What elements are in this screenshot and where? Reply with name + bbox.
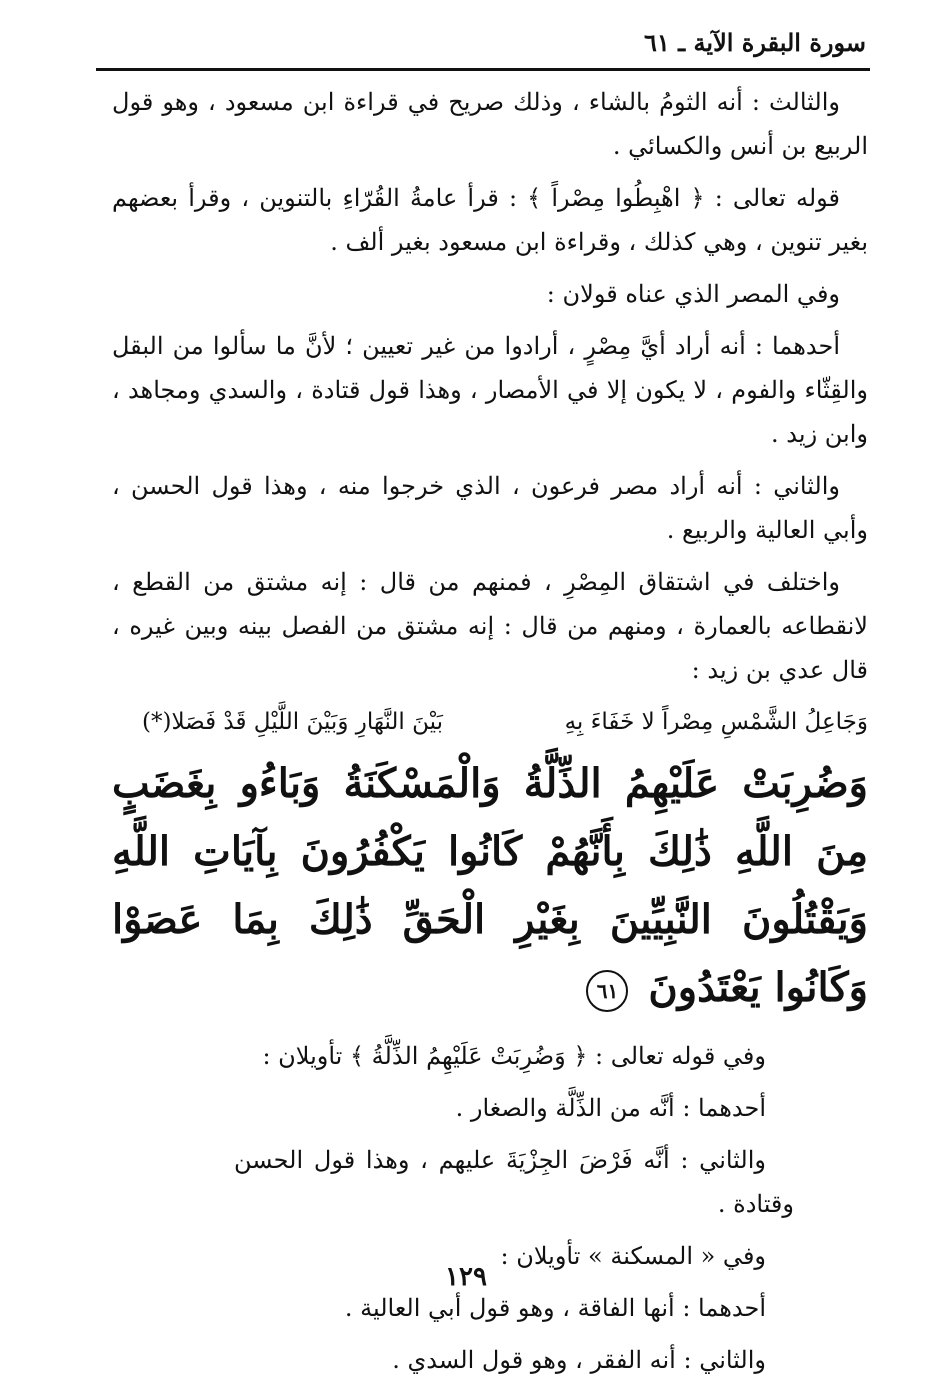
paragraph: وفي قوله تعالى : ﴿ وَضُرِبَتْ عَلَيْهِمُ الذِّلَّةُ ﴾ تأويلان : (262, 1042, 766, 1070)
page-body (112, 80, 868, 1390)
header-rule (96, 68, 870, 71)
running-header: سورة البقرة الآية ـ ٦١ (644, 28, 866, 57)
paragraph: والثاني : أنه الفقر ، وهو قول السدي . (392, 1346, 766, 1374)
paragraph: والثالث : أنه الثومُ بالشاء ، وذلك صريح في قراءة ابن مسعود ، وهو قول الربيع بن أنس والكسائي . (112, 88, 868, 160)
verse-number-marker: ٦١ (586, 970, 628, 1012)
poem-hemistich-second: بَيْنَ النَّهَارِ وَبَيْنَ اللَّيْلِ قَدْ فَصَلا(*) (142, 709, 443, 735)
quran-verse (112, 750, 868, 1022)
paragraph: أحدهما : أنَّه من الذِّلَّة والصغار . (455, 1094, 766, 1122)
commentary-section (112, 1034, 868, 1382)
paragraph: أحدهما : أنه أراد أيَّ مِصْرٍ ، أرادوا من غير تعيين ؛ لأنَّ ما سألوا من البقل والقِثّاء والفوم ، لا يكون إلا في الأمصار ، وهذا قول قتادة ، والسدي ومجاهد ، وابن زيد . (112, 332, 868, 448)
paragraph: واختلف في اشتقاق المِصْرِ ، فمنهم من قال : إنه مشتق من القطع ، لانقطاعه بالعمارة ، ومنهم من قال : إنه مشتق من الفصل بينه وبين غيره ، قال عدي بن زيد : (112, 568, 868, 684)
paragraph: والثاني : أنَّه فَرْضَ الجِزْيَةَ عليهم ، وهذا قول الحسن وقتادة . (234, 1146, 794, 1218)
page-number: ١٢٩ (445, 1262, 487, 1292)
poem-hemistich-first: وَجَاعِلُ الشَّمْسِ مِصْراً لا خَفَاءَ بِهِ (564, 709, 868, 735)
verse-text: وَضُرِبَتْ عَلَيْهِمُ الذِّلَّةُ وَالْمَسْكَنَةُ وَبَاءُو بِغَضَبٍ مِنَ اللَّهِ ذَٰلِكَ بِأَنَّهُمْ كَانُوا يَكْفُرُونَ بِآيَاتِ اللَّهِ وَيَقْتُلُونَ النَّبِيِّينَ بِغَيْرِ الْحَقِّ ذَٰلِكَ بِمَا عَصَوْا وَكَانُوا يَعْتَدُونَ (112, 760, 868, 1011)
poem-line (112, 700, 868, 744)
paragraph: وفي « المسكنة » تأويلان : (500, 1242, 766, 1270)
paragraph: قوله تعالى : ﴿ اهْبِطُوا مِصْراً ﴾ : قرأ عامةُ القُرّاءِ بالتنوين ، وقرأ بعضهم بغير تنوين ، وهي كذلك ، وقراءة ابن مسعود بغير ألف . (112, 184, 868, 256)
paragraph: والثاني : أنه أراد مصر فرعون ، الذي خرجوا منه ، وهذا قول الحسن ، وأبي العالية والربيع . (112, 472, 868, 544)
paragraph: وفي المصر الذي عناه قولان : (546, 280, 840, 308)
paragraph: أحدهما : أنها الفاقة ، وهو قول أبي العالية . (344, 1294, 766, 1322)
